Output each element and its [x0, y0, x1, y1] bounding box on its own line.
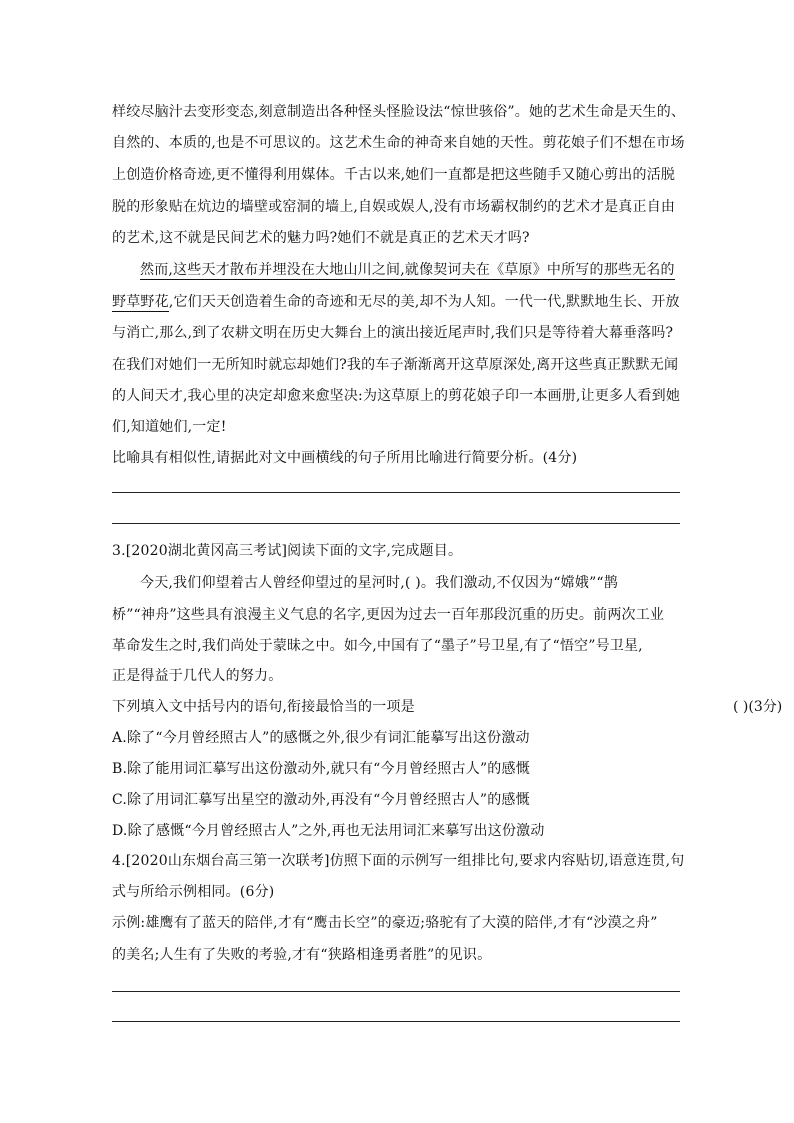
option-b[interactable]: B.除了能用词汇摹写出这份激动外,就只有“今月曾经照古人”的感慨 [112, 761, 530, 777]
question-2-prompt: 比喻具有相似性,请据此对文中画横线的句子所用比喻进行简要分析。(4分) [112, 450, 578, 466]
answer-line[interactable] [112, 492, 680, 493]
q3-passage-line: 革命发生之时,我们尚处于蒙昧之中。如今,中国有了“墨子”号卫星,有了“悟空”号卫星, [112, 638, 643, 654]
passage-line [140, 260, 675, 280]
option-c[interactable]: C.除了用词汇摹写出星空的激动外,再没有“今月曾经照古人”的感慨 [112, 792, 530, 808]
q4-example-line: 的美名;人生有了失败的考验,才有“狭路相逢勇者胜”的见识。 [112, 947, 492, 963]
passage-line: 们,知道她们,一定! [112, 419, 227, 435]
question-3-prompt: 下列填入文中括号内的语句,衔接最恰当的一项是 [112, 699, 415, 715]
passage-line [112, 292, 680, 312]
option-a[interactable]: A.除了“今月曾经照古人”的感慨之外,很少有词汇能摹写出这份激动 [112, 730, 530, 746]
answer-line[interactable] [112, 1021, 680, 1022]
answer-line[interactable] [112, 523, 680, 524]
option-d[interactable]: D.除了感慨“今月曾经照古人”之外,再也无法用词汇来摹写出这份激动 [112, 823, 545, 839]
underlined-sentence: 然而,这些天才散布并埋没在大地山川之间,就像契诃夫在《草原》中所写的那些无名的 [140, 262, 675, 278]
passage-text: ,它们天天创造着生命的奇迹和无尽的美,却不为人知。一代一代,默默地生长、开放 [168, 294, 680, 310]
passage-line: 样绞尽脑汁去变形变态,刻意制造出各种怪头怪脸设法“惊世骇俗”。她的艺术生命是天生的、 [112, 104, 686, 120]
question-4-header: 4.[2020山东烟台高三第一次联考]仿照下面的示例写一组排比句,要求内容贴切,语意连贯,句 [112, 853, 685, 869]
question-3-header: 3.[2020湖北黄冈高三考试]阅读下面的文字,完成题目。 [112, 543, 463, 559]
question-4-header: 式与所给示例相同。(6分) [112, 884, 275, 900]
q4-example-line: 示例:雄鹰有了蓝天的陪伴,才有“鹰击长空”的豪迈;骆驼有了大漠的陪伴,才有“沙漠之舟” [112, 915, 658, 931]
q3-passage-line: 桥”“神舟”这些具有浪漫主义气息的名字,更因为过去一百年那段沉重的历史。前两次工业 [112, 607, 665, 623]
passage-line: 与消亡,那么,到了农耕文明在历史大舞台上的演出接近尾声时,我们只是等待着大幕垂落吗? [112, 325, 674, 341]
q3-passage-line: 正是得益于几代人的努力。 [112, 668, 283, 684]
answer-bracket-score[interactable]: ( )(3分) [733, 699, 783, 715]
underlined-sentence: 野草野花 [112, 294, 169, 310]
passage-line: 自然的、本质的,也是不可思议的。这艺术生命的神奇来自她的天性。剪花娘子们不想在市场 [112, 135, 685, 151]
answer-line[interactable] [112, 991, 680, 992]
passage-line: 脱的形象贴在炕边的墙壁或窑洞的墙上,自娱或娱人,没有市场霸权制约的艺术才是真正自由 [112, 199, 676, 215]
q3-passage-line: 今天,我们仰望着古人曾经仰望过的星河时,( )。我们激动,不仅因为“嫦娥”“鹊 [140, 575, 618, 591]
passage-line: 的人间天才,我心里的决定却愈来愈坚决:为这草原上的剪花娘子印一本画册,让更多人看到她 [112, 388, 681, 404]
passage-line: 在我们对她们一无所知时就忘却她们?我的车子渐渐离开这草原深处,离开这些真正默默无闻 [112, 357, 679, 373]
passage-line: 上创造价格奇迹,更不懂得利用媒体。千古以来,她们一直都是把这些随手又随心剪出的活脱 [112, 167, 676, 183]
passage-line: 的艺术,这不就是民间艺术的魅力吗?她们不就是真正的艺术天才吗? [112, 230, 530, 246]
